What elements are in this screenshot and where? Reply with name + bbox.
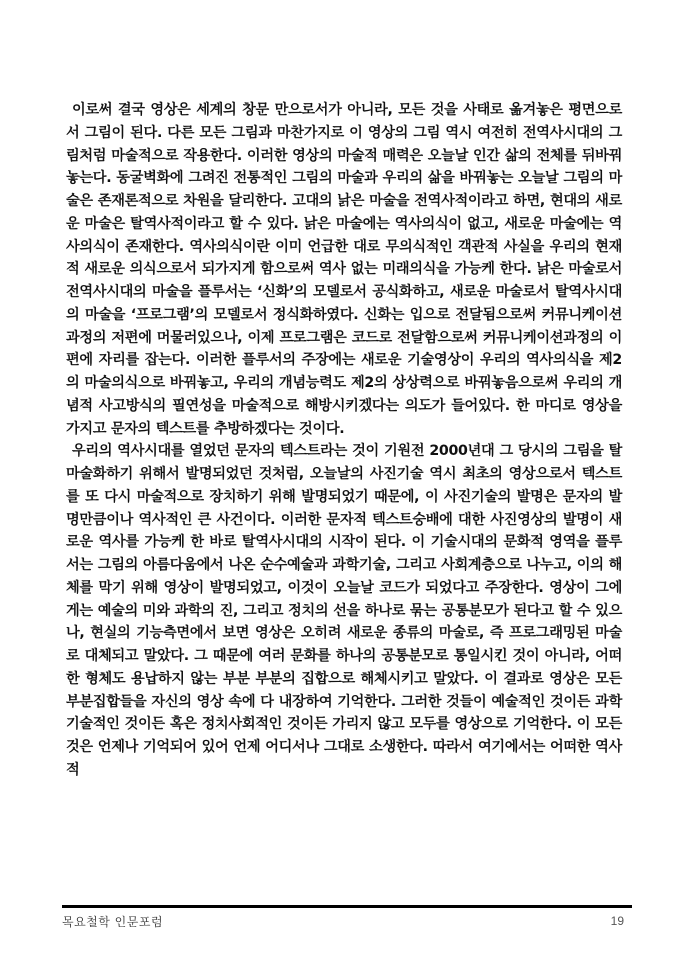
page-body — [66, 99, 622, 782]
body-paragraph: 이로써 결국 영상은 세계의 창문 만으로서가 아니라, 모든 것을 사태로 옮겨놓은 평면으로서 그림이 된다. 다른 모든 그림과 마찬가지로 이 영상의 그림 역시 여전히 전역사시대의 그림처럼 마술적으로 작용한다. 이러한 영상의 마술적 매력은 오늘날 인간 삶의 전체를 뒤바꿔놓는다. 동굴벽화에 그려진 전통적인 그림의 마술과 우리의 삶을 바꿔놓는 오늘날 그림의 마술은 존재론적으로 차원을 달리한다. 고대의 낡은 마술을 전역사적이라고 하면, 현대의 새로운 마술은 탈역사적이라고 할 수 있다. 낡은 마술에는 역사의식이 없고, 새로운 마술에는 역사의식이 존재한다. 역사의식이란 이미 언급한 대로 무의식적인 객관적 사실을 우리의 현재적 새로운 의식으로서 되가지게 함으로써 역사 없는 미래의식을 가능케 한다. 낡은 마술로서 전역사시대의 마술을 플루서는 ‘신화’의 모델로서 공식화하고, 새로운 마술로서 탈역사시대의 마술을 ‘프로그램’의 모델로서 정식화하였다. 신화는 입으로 전달됨으로써 커뮤니케이션과정의 저편에 머물러있으나, 이제 프로그램은 코드로 전달함으로써 커뮤니케이션과정의 이편에 자리를 잡는다. 이러한 플루서의 주장에는 새로운 기술영상이 우리의 역사의식을 제2의 마술의식으로 바꿔놓고, 우리의 개념능력도 제2의 상상력으로 바꿔놓음으로써 우리의 개념적 사고방식의 필연성을 마술적으로 해방시키겠다는 의도가 들어있다. 한 마디로 영상을 가지고 문자의 텍스트를 추방하겠다는 것이다. — [66, 102, 622, 437]
page-footer — [62, 905, 632, 935]
page-number: 19 — [610, 914, 624, 928]
body-paragraph: 우리의 역사시대를 열었던 문자의 텍스트라는 것이 기원전 2000년대 그 당시의 그림을 탈마술화하기 위해서 발명되었던 것처럼, 오늘날의 사진기술 역시 최초의 영상으로서 텍스트를 또 다시 마술적으로 장치하기 위해 발명되었기 때문에, 이 사진기술의 발명은 문자의 발명만큼이나 역사적인 큰 사건이다. 이러한 문자적 텍스트숭배에 대한 사진영상의 발명이 새로운 역사를 가능케 한 바로 탈역사시대의 시작이 된다. 이 기술시대의 문화적 영역을 플루서는 그림의 아름다움에서 나온 순수예술과 과학기술, 그리고 사회계층으로 나누고, 이의 해체를 막기 위해 영상이 발명되었고, 이것이 오늘날 코드가 되었다고 주장한다. 영상이 그에게는 예술의 미와 과학의 진, 그리고 정치의 선을 하나로 묶는 공통분모가 된다고 할 수 있으나, 현실의 기능측면에서 보면 영상은 오히려 새로운 종류의 마술로, 즉 프로그래밍된 마술로 대체되고 말았다. 그 때문에 여러 문화를 하나의 공통분모로 통일시킨 것이 아니라, 어떠한 형체도 용납하지 않는 부분 부분의 집합으로 해체시키고 말았다. 이 결과로 영상은 모든 부분집합들을 자신의 영상 속에 다 내장하여 기억한다. 그러한 것들이 예술적인 것이든 과학기술적인 것이든 혹은 정치사회적인 것이든 가리지 않고 모두를 영상으로 기억한다. 이 모든 것은 언제나 기억되어 있어 언제 어디서나 그대로 소생한다. 따라서 여기에서는 어떠한 역사적 — [66, 443, 622, 778]
footer-divider — [62, 905, 632, 908]
footer-title: 목요철학 인문포럼 — [62, 915, 164, 929]
